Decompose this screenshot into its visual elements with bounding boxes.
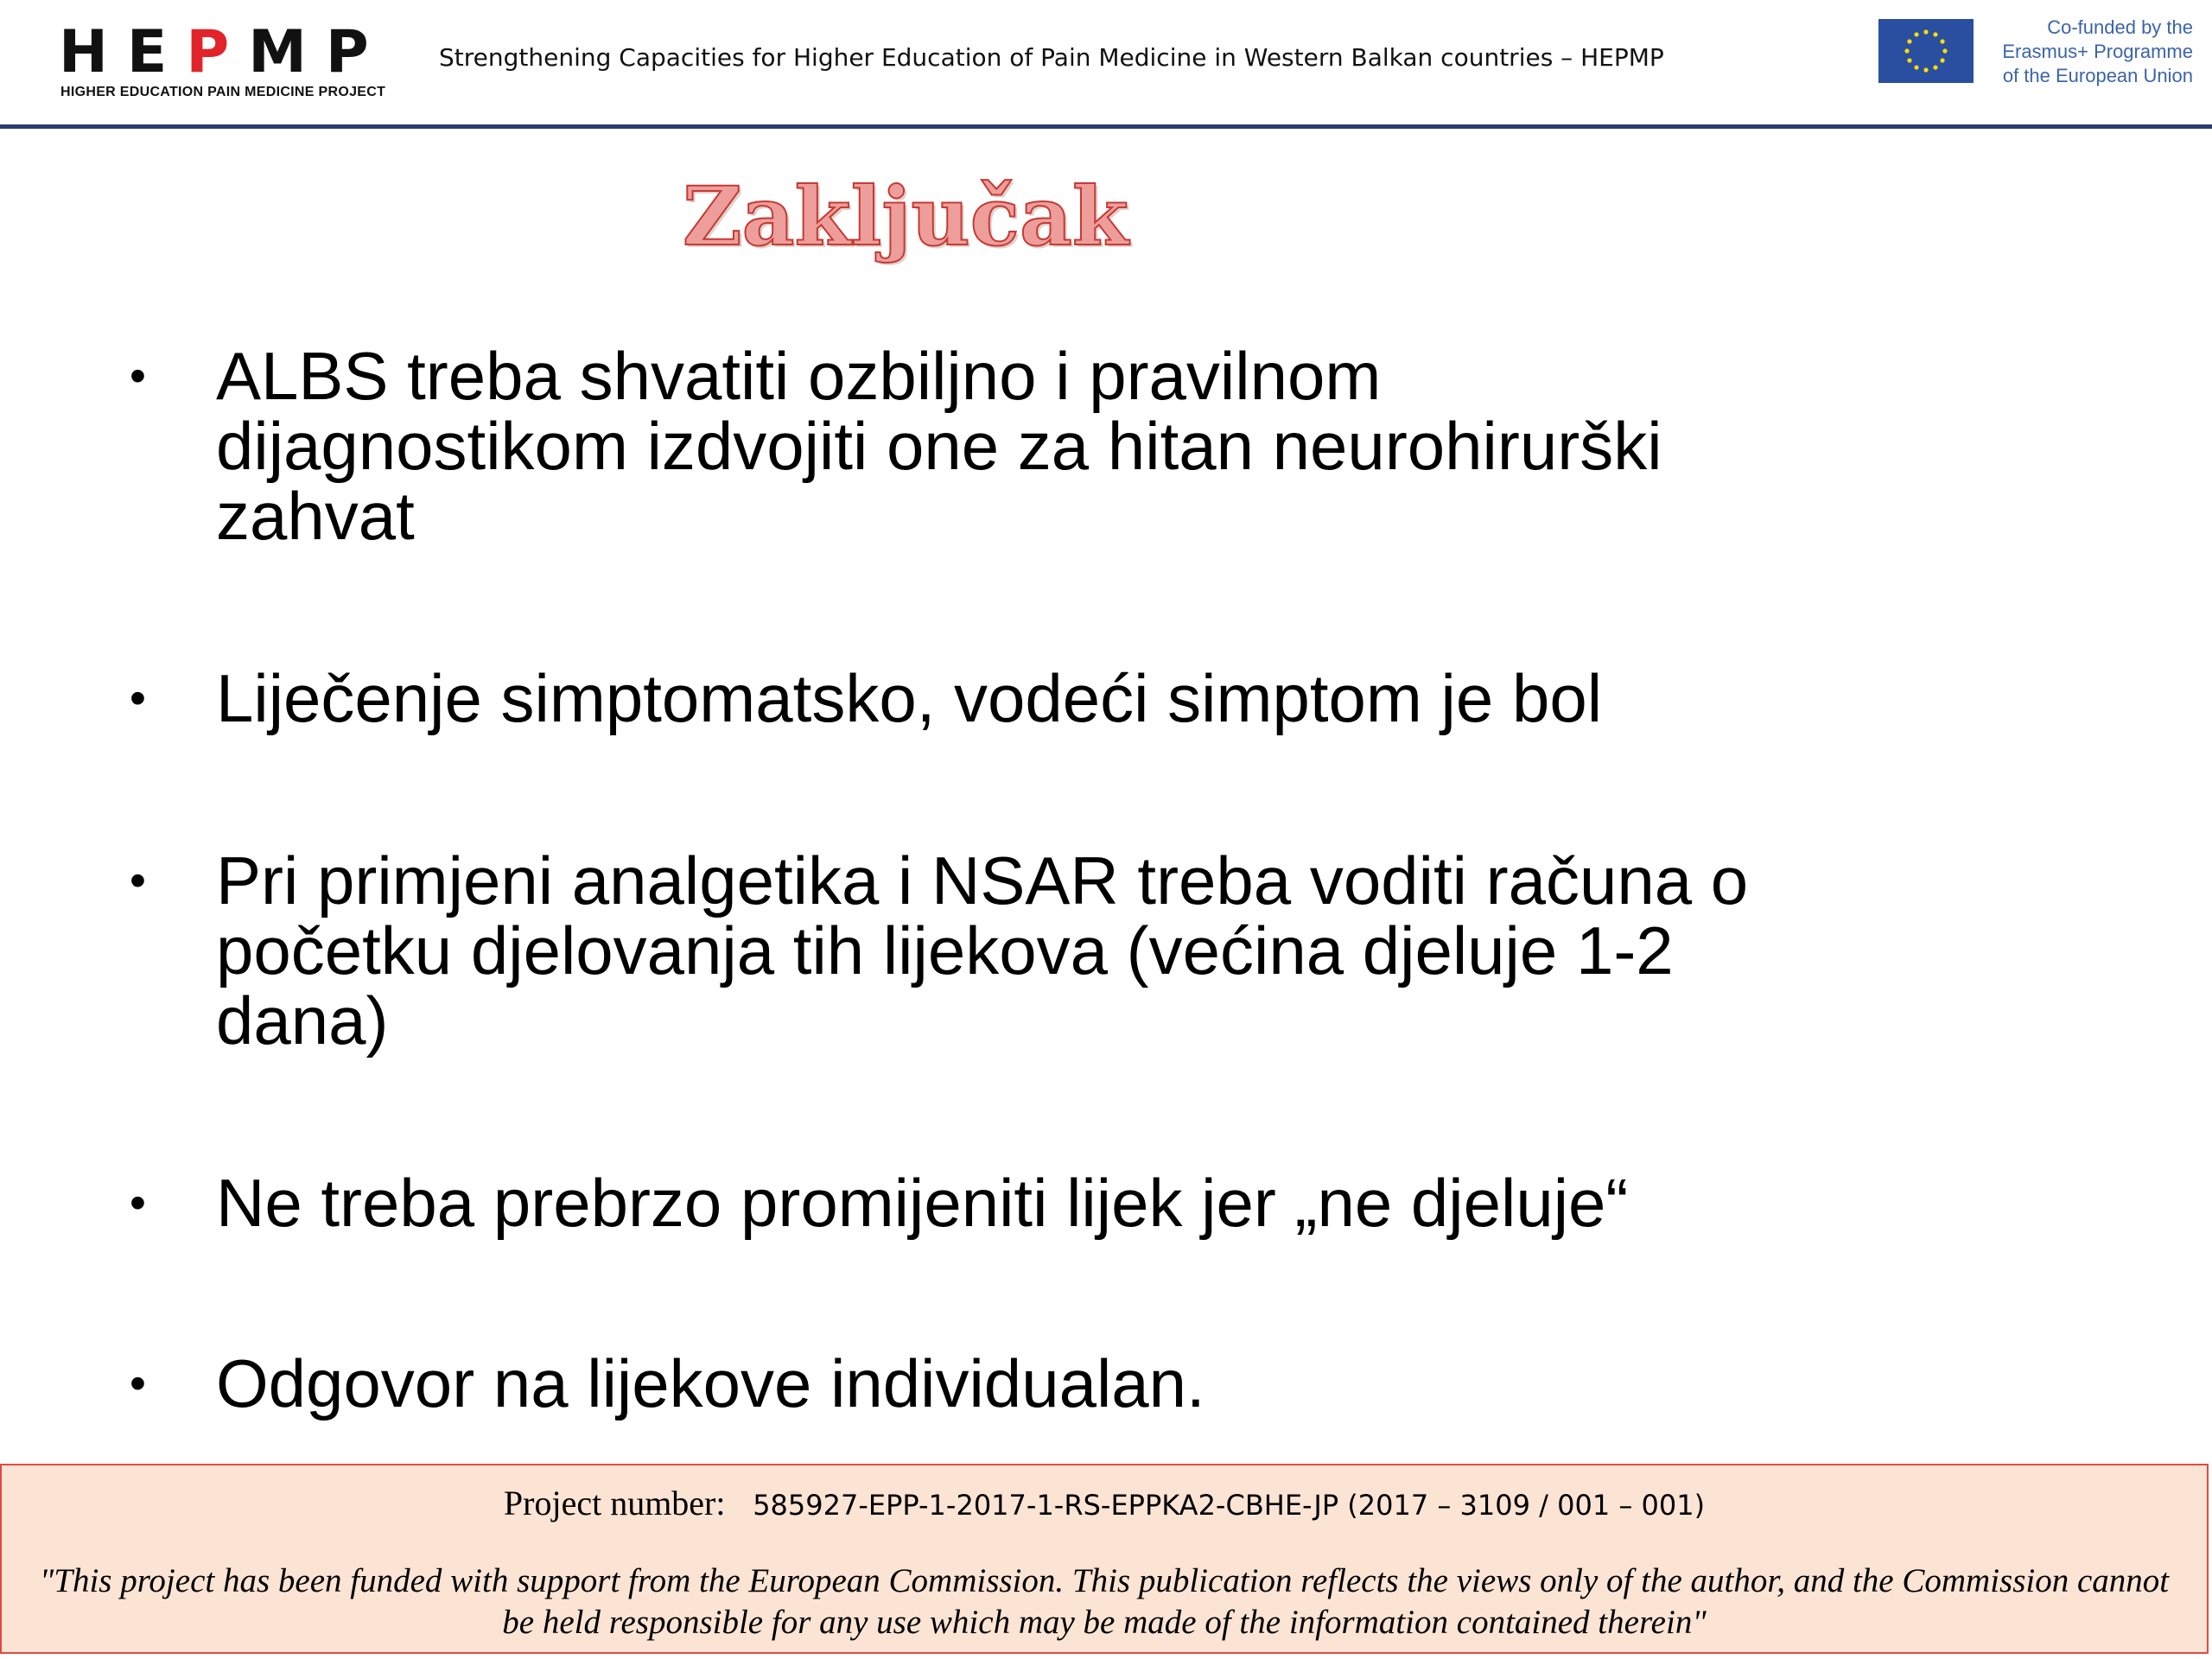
eu-star bbox=[1940, 58, 1944, 62]
bullet-text: Liječenje simptomatsko, vodeći simptom je bol bbox=[216, 660, 1603, 736]
eu-star bbox=[1933, 32, 1937, 36]
hepmp-logo bbox=[59, 18, 404, 107]
bullet-dot-icon: • bbox=[130, 1177, 146, 1229]
footer bbox=[0, 1464, 2209, 1654]
eu-star bbox=[1907, 58, 1911, 62]
bullet-dot-icon: • bbox=[130, 672, 146, 724]
eu-star bbox=[1904, 48, 1909, 53]
slide-title: Zaključak bbox=[683, 169, 1128, 264]
header-divider bbox=[0, 124, 2212, 129]
header bbox=[0, 0, 2212, 126]
project-number-value: 585927-EPP-1-2017-1-RS-EPPKA2-CBHE-JP (2017 – 3109 / 001 – 001) bbox=[753, 1489, 1706, 1522]
logo-wordmark-part: HE bbox=[59, 18, 187, 86]
eu-text-line: of the European Union bbox=[2002, 65, 2193, 86]
eu-star bbox=[1914, 32, 1918, 36]
eu-star bbox=[1907, 39, 1911, 43]
project-number-label: Project number: bbox=[503, 1484, 726, 1522]
eu-star bbox=[1942, 48, 1947, 53]
bullet-dot-icon: • bbox=[130, 1357, 146, 1409]
bullet-text: Odgovor na lijekove individualan. bbox=[216, 1345, 1205, 1421]
logo-wordmark-red-letter: P bbox=[186, 18, 249, 86]
eu-text-line: Co-funded by the bbox=[2047, 16, 2193, 38]
eu-text-line: Erasmus+ Programme bbox=[2002, 41, 2193, 62]
bullet-text: Ne treba prebrzo promijeniti lijek jer „ne djeluje“ bbox=[216, 1165, 1629, 1241]
bullet-dot-icon: • bbox=[130, 855, 146, 906]
project-number bbox=[2, 1483, 2207, 1523]
eu-flag-icon bbox=[1878, 19, 1974, 83]
logo-wordmark-part: MP bbox=[248, 18, 388, 86]
bullet-text: Pri primjeni analgetika i NSAR treba voditi računa o početku djelovanja tih lijekova (većina djeluje 1-2 dana) bbox=[216, 842, 1749, 1058]
eu-star bbox=[1923, 29, 1928, 34]
eu-star bbox=[1933, 65, 1937, 69]
eu-star bbox=[1914, 65, 1918, 69]
logo-subtitle: HIGHER EDUCATION PAIN MEDICINE PROJECT bbox=[60, 85, 386, 99]
eu-star bbox=[1923, 67, 1928, 72]
eu-cofunded-text bbox=[2002, 16, 2193, 88]
header-title: Strengthening Capacities for Higher Education of Pain Medicine in Western Balkan countries – HEPMP bbox=[439, 43, 1664, 72]
funding-disclaimer: "This project has been funded with support from the European Commission. This publication reflects the views only of the author, and the Commission cannot be held responsible for any use which may be made of the information contained therein" bbox=[39, 1562, 2170, 1641]
eu-star bbox=[1940, 39, 1944, 43]
logo-wordmark bbox=[59, 18, 388, 86]
bullet-text: ALBS treba shvatiti ozbiljno i pravilnom dijagnostikom izdvojiti one za hitan neurohirurški zahvat bbox=[216, 338, 1662, 554]
bullet-dot-icon: • bbox=[130, 350, 146, 402]
